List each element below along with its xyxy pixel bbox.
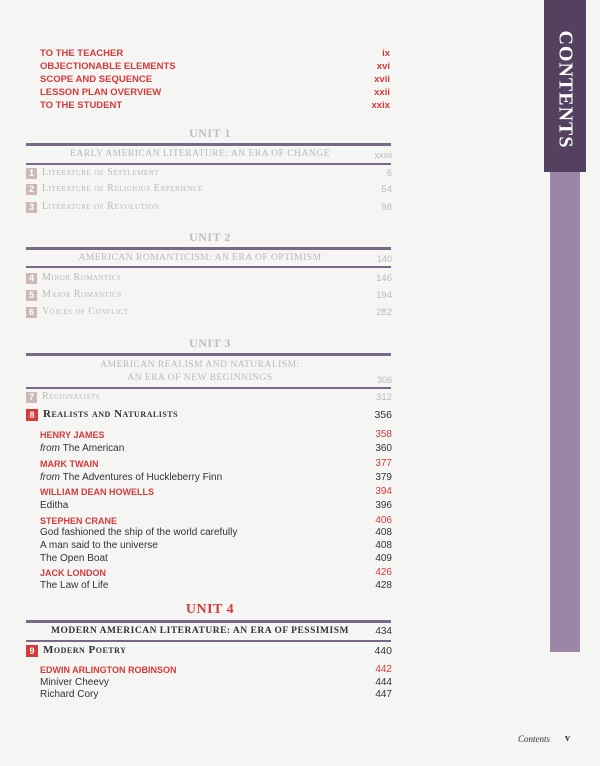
selection-page: 408 bbox=[375, 527, 392, 538]
chapter-title[interactable]: Literature of Settlement bbox=[42, 167, 159, 178]
unit-3-rule-bottom bbox=[26, 387, 391, 389]
author-name[interactable]: STEPHEN CRANE bbox=[40, 516, 118, 526]
unit-4-heading: UNIT 4 bbox=[185, 602, 235, 617]
front-matter-title[interactable]: TO THE TEACHER bbox=[40, 48, 124, 59]
selection-page: 408 bbox=[375, 540, 392, 551]
selection-text: The American bbox=[62, 443, 125, 454]
author-page: 442 bbox=[375, 664, 392, 675]
sidebar-tab bbox=[544, 0, 586, 766]
front-matter-title[interactable]: LESSON PLAN OVERVIEW bbox=[40, 87, 162, 98]
footer-label: Contents bbox=[518, 734, 551, 744]
selection-title[interactable]: The Open Boat bbox=[40, 553, 108, 564]
selection-page: 428 bbox=[375, 580, 392, 591]
author-name[interactable]: WILLIAM DEAN HOWELLS bbox=[40, 487, 154, 497]
unit-1-rule-top bbox=[26, 143, 391, 146]
chapter-title[interactable]: Literature of Religious Experience bbox=[42, 183, 204, 194]
chapter-page: 98 bbox=[381, 202, 392, 213]
unit-4-era-page: 434 bbox=[375, 626, 392, 637]
unit-1-era-page: xxxii bbox=[374, 150, 392, 160]
chapter-title-active[interactable]: Realists and Naturalists bbox=[43, 408, 179, 420]
chapter-page: 194 bbox=[376, 290, 392, 301]
unit-2-rule-bottom bbox=[26, 266, 391, 268]
chapter-number-box-active: 8 bbox=[26, 409, 38, 421]
unit-2-heading: UNIT 2 bbox=[189, 230, 231, 244]
selection-title[interactable]: Miniver Cheevy bbox=[40, 677, 109, 688]
selection-title[interactable]: God fashioned the ship of the world carefully bbox=[40, 527, 238, 538]
selection-title[interactable]: A man said to the universe bbox=[40, 540, 158, 551]
author-page: 377 bbox=[375, 458, 392, 469]
selection-title[interactable]: Editha bbox=[40, 500, 69, 511]
unit-3-era-line1[interactable]: AMERICAN REALISM AND NATURALISM: bbox=[100, 360, 300, 370]
front-matter-page: xvii bbox=[374, 74, 390, 85]
unit-3-heading: UNIT 3 bbox=[189, 336, 231, 350]
selection-page: 360 bbox=[375, 443, 392, 454]
chapter-page-active: 356 bbox=[374, 409, 392, 421]
selection-title[interactable]: The Law of Life bbox=[40, 580, 109, 591]
unit-2-era-page: 140 bbox=[376, 254, 392, 264]
chapter-title[interactable]: Minor Romantics bbox=[42, 272, 122, 283]
front-matter-title[interactable]: TO THE STUDENT bbox=[40, 100, 123, 111]
selection-title[interactable] bbox=[40, 443, 124, 454]
footer-page-number: v bbox=[565, 733, 570, 744]
unit-3-rule-top bbox=[26, 353, 391, 356]
chapter-title-active[interactable]: Modern Poetry bbox=[43, 644, 127, 656]
author-name[interactable]: MARK TWAIN bbox=[40, 459, 99, 469]
chapter-page: 282 bbox=[376, 307, 392, 318]
author-page: 358 bbox=[375, 429, 392, 440]
chapter-number-box: 4 bbox=[26, 273, 37, 284]
unit-1-era[interactable]: EARLY AMERICAN LITERATURE: AN ERA OF CHANGE bbox=[70, 149, 330, 159]
from-prefix: from bbox=[40, 472, 60, 483]
chapter-title[interactable]: Literature of Revolution bbox=[42, 201, 160, 212]
front-matter-page: xvi bbox=[376, 61, 390, 72]
front-matter-page: xxii bbox=[374, 87, 390, 98]
chapter-page: 312 bbox=[376, 392, 392, 403]
chapter-page: 146 bbox=[376, 273, 392, 284]
front-matter-title[interactable]: SCOPE AND SEQUENCE bbox=[40, 74, 153, 85]
chapter-page: 6 bbox=[386, 168, 392, 179]
unit-1-heading: UNIT 1 bbox=[189, 126, 231, 140]
selection-text: The Adventures of Huckleberry Finn bbox=[62, 472, 223, 483]
author-page: 394 bbox=[375, 486, 392, 497]
unit-2-era[interactable]: AMERICAN ROMANTICISM: AN ERA OF OPTIMISM bbox=[78, 253, 322, 263]
chapter-number-box: 2 bbox=[26, 184, 37, 195]
sidebar-title: CONTENTS bbox=[554, 29, 577, 149]
selection-page: 444 bbox=[375, 677, 392, 688]
selection-page: 396 bbox=[375, 500, 392, 511]
author-name[interactable]: JACK LONDON bbox=[40, 568, 107, 578]
author-name[interactable]: HENRY JAMES bbox=[40, 430, 105, 440]
chapter-number-box: 5 bbox=[26, 290, 37, 301]
front-matter-page: ix bbox=[382, 48, 390, 59]
chapter-page: 54 bbox=[381, 184, 392, 195]
unit-1-rule-bottom bbox=[26, 163, 391, 165]
selection-title[interactable]: Richard Cory bbox=[40, 689, 99, 700]
author-page: 406 bbox=[375, 515, 392, 526]
chapter-title[interactable]: Voices of Conflict bbox=[42, 306, 129, 317]
author-name[interactable]: EDWIN ARLINGTON ROBINSON bbox=[40, 665, 177, 675]
chapter-number-box-active: 9 bbox=[26, 645, 38, 657]
sidebar-title-box bbox=[544, 14, 586, 164]
from-prefix: from bbox=[40, 443, 60, 454]
unit-3-era-line2[interactable]: AN ERA OF NEW BEGINNINGS bbox=[127, 373, 273, 383]
unit-4-rule-bottom bbox=[26, 640, 391, 642]
chapter-page-active: 440 bbox=[374, 645, 392, 657]
sidebar-light-band bbox=[550, 172, 580, 652]
unit-3-era-page: 306 bbox=[376, 375, 392, 385]
selection-page: 379 bbox=[375, 472, 392, 483]
front-matter-title[interactable]: OBJECTIONABLE ELEMENTS bbox=[40, 61, 176, 72]
chapter-title[interactable]: Regionalists bbox=[42, 391, 101, 402]
unit-4-rule-top bbox=[26, 620, 391, 623]
unit-2-rule-top bbox=[26, 247, 391, 250]
chapter-number-box: 6 bbox=[26, 307, 37, 318]
selection-title[interactable] bbox=[40, 472, 222, 483]
chapter-number-box: 1 bbox=[26, 168, 37, 179]
selection-page: 409 bbox=[375, 553, 392, 564]
chapter-number-box: 3 bbox=[26, 202, 37, 213]
chapter-title[interactable]: Major Romantics bbox=[42, 289, 122, 300]
selection-page: 447 bbox=[375, 689, 392, 700]
front-matter-page: xxix bbox=[371, 100, 390, 111]
chapter-number-box: 7 bbox=[26, 392, 37, 403]
unit-4-era[interactable]: MODERN AMERICAN LITERATURE: AN ERA OF PESSIMISM bbox=[51, 626, 349, 636]
author-page: 426 bbox=[375, 567, 392, 578]
